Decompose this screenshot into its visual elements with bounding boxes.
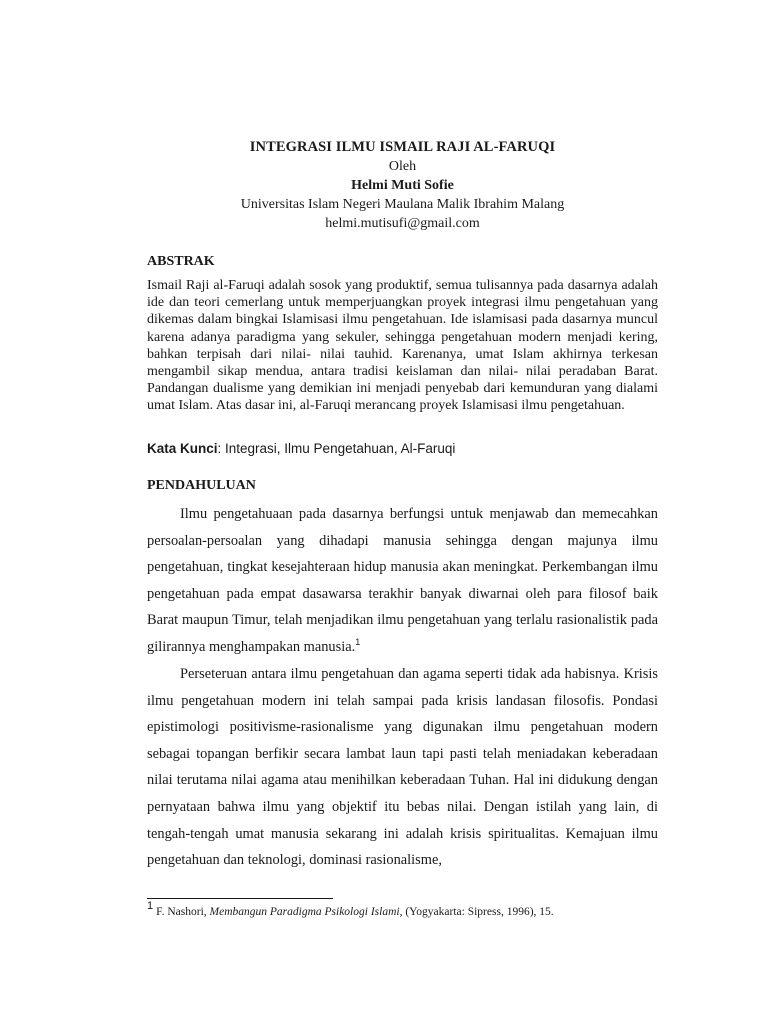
keywords-label: Kata Kunci (147, 441, 218, 456)
footnote-publication: (Yogyakarta: Sipress, 1996), 15. (402, 906, 554, 918)
keywords-line (147, 441, 658, 458)
footnote-author: F. Nashori, (156, 906, 210, 918)
author-name: Helmi Muti Sofie (351, 178, 454, 193)
footnote-reference: 1 (355, 636, 361, 647)
introduction-paragraph-2: Perseteruan antara ilmu pengetahuan dan agama seperti tidak ada habisnya. Krisis ilmu pengetahuan modern ini telah sampai pada krisis landasan filosofis. Pondasi epistimologi positivisme-rasionalisme yang digunakan ilmu pengetahuan modern sebagai topangan berfikir secara lambat laun tapi pasti telah meniadakan keberadaan nilai terutama nilai agama atau menihilkan keberadaan Tuhan. Hal ini didukung dengan pernyataan bahwa ilmu yang objektif itu bebas nilai. Dengan istilah yang lain, di tengah-tengah umat manusia sekarang ini adalah krisis spiritualitas. Kemajuan ilmu pengetahuan dan teknologi, dominasi rasionalisme, (147, 666, 658, 869)
keywords-list: : Integrasi, Ilmu Pengetahuan, Al-Faruqi (217, 441, 456, 456)
title-block (147, 138, 658, 233)
introduction-paragraph-1 (147, 501, 658, 661)
author-affiliation: Universitas Islam Negeri Maulana Malik Ibrahim Malang (240, 197, 565, 212)
footnote-book-title: Membangun Paradigma Psikologi Islami, (209, 906, 403, 918)
author-email: helmi.mutisufi@gmail.com (325, 216, 480, 231)
footnote (147, 900, 658, 918)
abstract-heading: ABSTRAK (147, 254, 215, 269)
by-line: Oleh (388, 159, 417, 174)
footnote-number: 1 (147, 900, 154, 912)
paper-title: INTEGRASI ILMU ISMAIL RAJI AL-FARUQI (249, 139, 556, 155)
paragraph-1-text: Ilmu pengetahuaan pada dasarnya berfungsi untuk menjawab dan memecahkan persoalan-persoalan yang dihadapi manusia sehingga dengan majunya ilmu pengetahuan, tingkat kesejahteraan hidup manusia akan meningkat. Perkembangan ilmu pengetahuan pada empat dasawarsa terakhir banyak diwarnai oleh para filosof baik Barat maupun Timur, telah menjadikan ilmu pengetahuan yang terlalu rasionalistik pada gilirannya menghampakan manusia. (147, 506, 658, 655)
footnote-divider (147, 898, 333, 899)
abstract-text: Ismail Raji al-Faruqi adalah sosok yang produktif, semua tulisannya pada dasarnya adalah ide dan teori cemerlang untuk memperjuangkan proyek integrasi ilmu pengetahuan yang dikemas dalam bingkai Islamisasi ilmu pengetahuan. Ide islamisasi pada dasarnya muncul karena adanya paradigma yang sekuler, sehingga pengetahuan modern menjadi kering, bahkan terpisah dari nilai- nilai tauhid. Karenanya, umat Islam akhirnya terkesan mengambil sikap mendua, antara tradisi keislaman dan nilai- nilai peradaban Barat. Pandangan dualisme yang demikian ini menjadi penyebab dari kemunduran yang dialami umat Islam. Atas dasar ini, al-Faruqi merancang proyek Islamisasi ilmu pengetahuan. (147, 278, 658, 414)
introduction-heading: PENDAHULUAN (147, 478, 256, 493)
document-page (147, 0, 658, 1024)
